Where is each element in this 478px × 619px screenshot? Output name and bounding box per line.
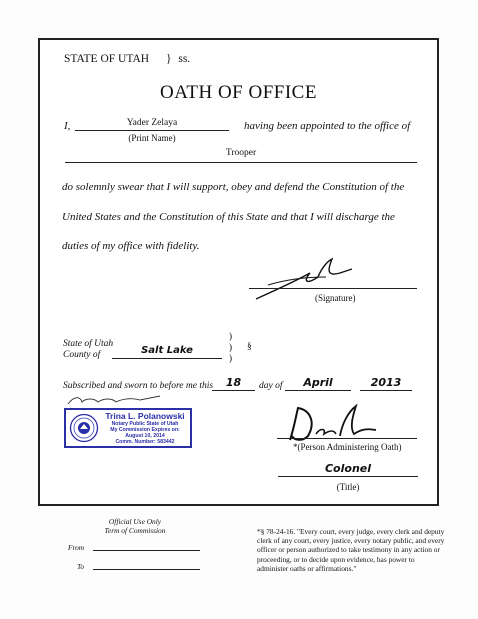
venue-bracket: [228, 330, 238, 364]
print-name-field: [75, 118, 229, 131]
brace: }: [165, 53, 172, 65]
term-label: Term of Commission: [104, 526, 166, 535]
state-header: [64, 53, 190, 65]
jurat-day-value: 18: [225, 376, 242, 389]
statute-note: *§ 78-24-16. "Every court, every judge, every clerk and deputy clerk of any court, every justice, every notary public, and every officer or person authorized to take testimony in any action or proceeding, or to decide upon evidence, has power to administer oaths or affirmations.": [257, 527, 445, 573]
to-line: [93, 568, 200, 570]
jurat-month-value: April: [303, 376, 333, 389]
official-use-block: [80, 517, 190, 535]
print-name-value: Yader Zelaya: [126, 118, 178, 128]
jurat-day-field: [212, 376, 255, 391]
ss-label: ss.: [178, 53, 191, 65]
stamp-name: Trina L. Polanowski: [105, 411, 185, 421]
jurat-month-field: [285, 376, 351, 391]
jurat-year-value: 2013: [370, 376, 402, 389]
appointed-text: having been appointed to the office of: [244, 120, 411, 132]
jurat-prefix: Subscribed and sworn to before me this: [63, 381, 214, 391]
county-value: Salt Lake: [141, 345, 193, 356]
oath-line-3: duties of my office with fidelity.: [62, 240, 200, 252]
title-value: Colonel: [324, 462, 372, 475]
administrator-signature: [280, 400, 390, 446]
stamp-line-1: Notary Public State of Utah: [111, 421, 179, 427]
svg-text:): ): [229, 342, 232, 352]
notary-stamp: [64, 408, 192, 448]
signature-caption: (Signature): [315, 293, 356, 303]
notary-seal-icon: [69, 413, 99, 443]
title-caption: (Title): [336, 482, 360, 492]
from-label: From: [68, 543, 85, 552]
jurat-year-field: [360, 376, 412, 391]
state-label: STATE OF UTAH: [64, 53, 150, 65]
page-title: OATH OF OFFICE: [160, 82, 317, 103]
office-field: [65, 148, 417, 163]
office-value: Trooper: [225, 148, 257, 158]
signature-line: [249, 287, 417, 289]
oath-line-2: United States and the Constitution of this State and that I will discharge the: [62, 211, 395, 223]
svg-text:): ): [229, 331, 232, 341]
oath-line-1: do solemnly swear that I will support, obey and defend the Constitution of the: [62, 181, 405, 193]
title-field: [278, 462, 418, 477]
official-use-label: Official Use Only: [108, 517, 162, 526]
administrator-line: [277, 437, 417, 439]
stamp-line-3: August 10, 2014: [125, 433, 165, 439]
venue-state-label: State of Utah: [63, 339, 114, 349]
jurat-day-label: day of: [259, 381, 283, 391]
stamp-line-4: Comm. Number: 583442: [115, 439, 175, 445]
print-name-caption: (Print Name): [128, 133, 176, 143]
to-label: To: [77, 562, 85, 571]
from-line: [93, 549, 200, 551]
notary-signature: [64, 394, 174, 408]
venue-county-label: County of: [63, 350, 101, 360]
i-label: I,: [64, 120, 71, 132]
section-symbol: §: [247, 342, 252, 352]
stamp-line-2: My Commission Expires on:: [110, 427, 180, 433]
svg-text:): ): [229, 353, 232, 363]
administrator-caption: *(Person Administering Oath): [293, 442, 402, 452]
county-field: [112, 345, 222, 359]
stamp-text: [100, 411, 190, 445]
